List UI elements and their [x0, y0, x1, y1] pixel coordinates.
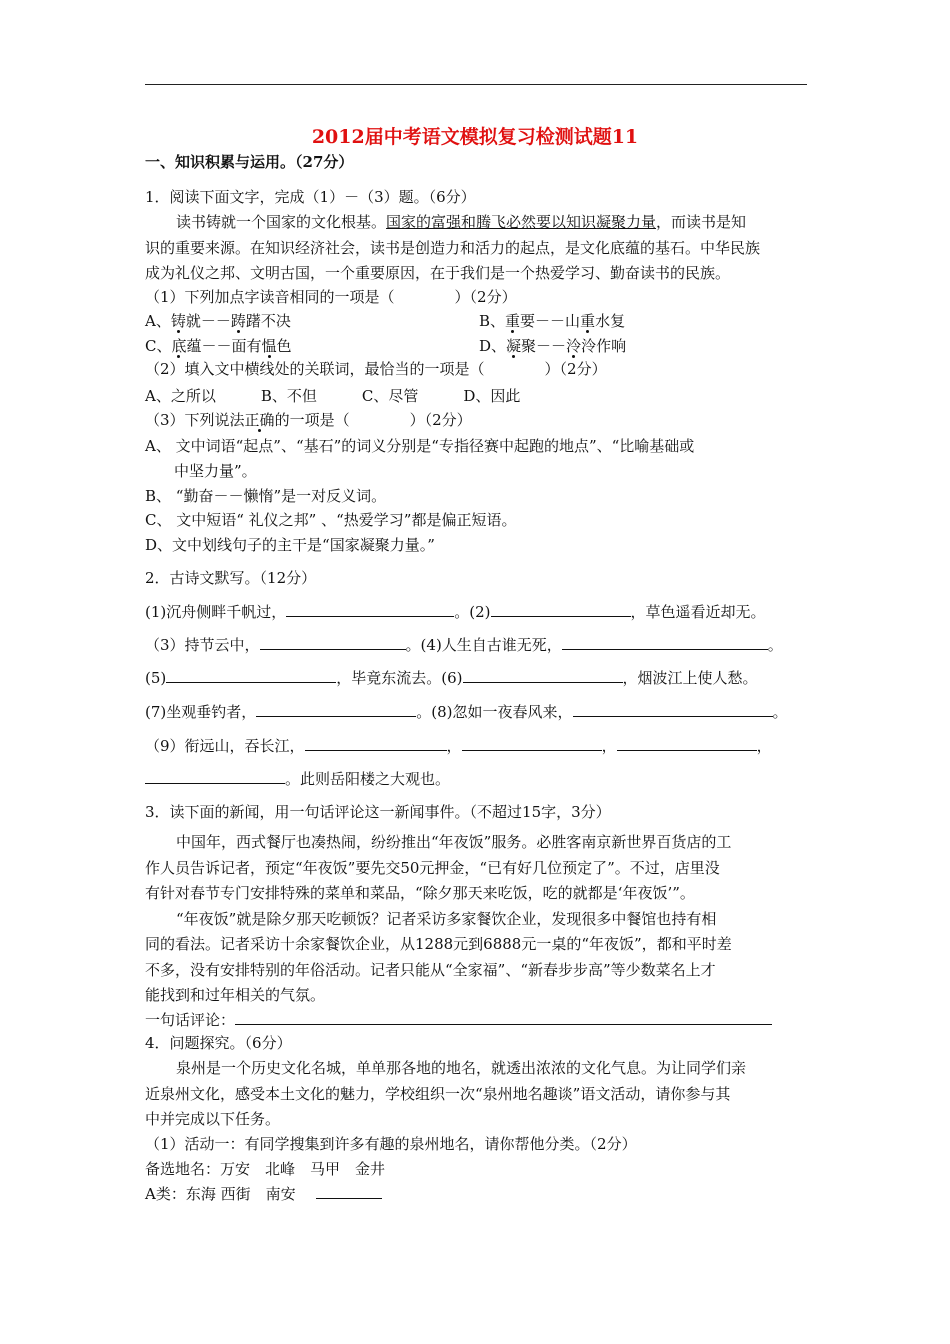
- q1-sub3-text-b: 的一项是（ ）（2分）: [274, 411, 472, 429]
- option-text: 色: [276, 337, 292, 355]
- option-text: 躇不决: [245, 312, 291, 330]
- poem-text: （3）持节云中，: [145, 636, 260, 654]
- option-text: 蕴－－面有: [186, 337, 262, 355]
- q3-news-line4: “年夜饭”就是除夕那天吃顿饭？记者采访多家餐饮企业，发现很多中餐馆也持有相: [176, 910, 717, 928]
- option-letter: D、: [479, 337, 507, 355]
- q1-passage-line3: 成为礼仪之邦、文明古国，一个重要原因，在于我们是一个热爱学习、勤奋读书的民族。: [145, 264, 731, 282]
- poem-text: ，烟波江上使人愁。: [622, 669, 758, 687]
- dotted-char: 愠: [261, 337, 277, 355]
- q1-sub3-text-a: （3）下列说法: [145, 411, 245, 429]
- part1-heading: 一、知识积累与运用。（27分）: [145, 153, 354, 171]
- q4-class-a: [145, 1182, 382, 1206]
- poem-text: （9）衔远山，吞长江，: [145, 737, 305, 755]
- poem-text: 。(4)人生自古谁无死，: [405, 636, 562, 654]
- q1-sub2: （2）填入文中横线处的关联词，最恰当的一项是（ ）（2分）: [145, 360, 607, 378]
- q1-passage-line1: [176, 210, 746, 234]
- poem-text: ，: [756, 737, 772, 755]
- comment-answer-blank[interactable]: [235, 1008, 772, 1025]
- poem-text: ，: [601, 737, 617, 755]
- q1-passage-text-b: ，而读书是知: [656, 213, 747, 231]
- poem-text: 。(2): [454, 603, 491, 621]
- q2-line6: [145, 767, 450, 791]
- option-text: 就－－: [185, 312, 231, 330]
- q3-news-line3: 有针对春节专门安排特殊的菜单和菜品，“除夕那天来吃饭，吃的就都是‘年夜饭’”。: [145, 884, 695, 902]
- option-letter: B、: [479, 312, 506, 330]
- dotted-char: 铸: [170, 312, 186, 330]
- option-text: 聚－－: [521, 337, 567, 355]
- q1-sub1-option-d: [479, 334, 626, 358]
- dotted-char: 重: [580, 312, 596, 330]
- q1-sub2-options: A、之所以 B、不但 C、尽管 D、因此: [145, 387, 521, 405]
- q2-line4: [145, 700, 788, 724]
- poem-text: 。: [767, 636, 783, 654]
- dotted-char: 凝: [506, 337, 522, 355]
- fill-blank[interactable]: [617, 734, 757, 751]
- dotted-char: 踌: [230, 312, 246, 330]
- q4-candidate-names: 备选地名：万安 北峰 马甲 金井: [145, 1160, 386, 1178]
- class-a-blank[interactable]: [316, 1182, 382, 1199]
- dotted-char: 泠: [566, 337, 582, 355]
- q1-sub3-option-a-line1: A、 文中词语“起点”、“基石”的词义分别是“专指径赛中起跑的地点”、“比喻基础或: [145, 437, 695, 455]
- fill-blank[interactable]: [462, 734, 602, 751]
- q1-sub3: [145, 408, 472, 432]
- option-letter: A、: [145, 312, 171, 330]
- q1-sub3-option-d: D、文中划线句子的主干是“国家凝聚力量。”: [145, 536, 435, 554]
- q1-passage-line2: 识的重要来源。在知识经济社会，读书是创造力和活力的起点，是文化底蕴的基石。中华民族: [145, 239, 761, 257]
- fill-blank[interactable]: [286, 600, 454, 617]
- fill-blank[interactable]: [573, 700, 773, 717]
- q2-line5: [145, 734, 772, 758]
- poem-text: ，: [446, 737, 462, 755]
- option-text: 泠作响: [581, 337, 627, 355]
- q1-sub1-option-a: [145, 309, 291, 333]
- poem-text: 。: [772, 703, 788, 721]
- q3-news-line1: 中国年，西式餐厅也凑热闹，纷纷推出“年夜饭”服务。必胜客南京新世界百货店的工: [176, 833, 732, 851]
- q4-class-a-label: A类：东海 西街 南安: [145, 1185, 296, 1203]
- option-text: 水复: [595, 312, 626, 330]
- q3-news-line6: 不多，没有安排特别的年俗活动。记者只能从“全家福”、“新春步步高”等少数菜名上才: [145, 961, 716, 979]
- poem-text: (1)沉舟侧畔千帆过，: [145, 603, 287, 621]
- q4-passage-line3: 中并完成以下任务。: [145, 1110, 281, 1128]
- option-letter: C、: [145, 337, 172, 355]
- fill-blank[interactable]: [491, 600, 631, 617]
- q1-underlined-sentence: 国家的富强和腾飞必然要以知识凝聚力量: [386, 213, 657, 231]
- q4-activity1: （1）活动一：有同学搜集到许多有趣的泉州地名，请你帮他分类。（2分）: [145, 1135, 637, 1153]
- fill-blank[interactable]: [166, 666, 336, 683]
- q1-sub1-option-c: [145, 334, 292, 358]
- q1-sub3-option-c: C、 文中短语“ 礼仪之邦” 、“热爱学习”都是偏正短语。: [145, 511, 517, 529]
- fill-blank[interactable]: [260, 633, 406, 650]
- q1-sub1-option-b: [479, 309, 625, 333]
- exam-title: 2012届中考语文模拟复习检测试题11: [311, 126, 639, 148]
- poem-text: (7)坐观垂钓者，: [145, 703, 257, 721]
- header-rule: [145, 84, 807, 85]
- q1-passage-text-a: 读书铸就一个国家的文化根基。: [176, 213, 387, 231]
- q3-news-line5: 同的看法。记者采访十余家餐饮企业，从1288元到6888元一桌的“年夜饭”，都和平时差: [145, 935, 732, 953]
- q1-sub3-option-b: B、 “勤奋－－懒惰”是一对反义词。: [145, 487, 387, 505]
- fill-blank[interactable]: [562, 633, 768, 650]
- q4-passage-line2: 近泉州文化，感受本土文化的魅力，学校组织一次“泉州地名趣谈”语文活动，请你参与其: [145, 1085, 731, 1103]
- q1-sub1: （1）下列加点字读音相同的一项是（ ）（2分）: [145, 288, 517, 306]
- q2-line3: [145, 666, 758, 690]
- q3-comment-line: [145, 1008, 772, 1032]
- poem-text: 。此则岳阳楼之大观也。: [285, 770, 451, 788]
- q4-stem: 4．问题探究。（6分）: [145, 1034, 292, 1052]
- fill-blank[interactable]: [145, 767, 285, 784]
- q3-news-line7: 能找到和过年相关的气氛。: [145, 986, 326, 1004]
- poem-text: (5): [145, 669, 167, 687]
- q1-sub3-option-a-line2: 中坚力量”。: [174, 462, 257, 480]
- q3-comment-label: 一句话评论：: [145, 1011, 236, 1029]
- dotted-char: 底: [171, 337, 187, 355]
- fill-blank[interactable]: [463, 666, 623, 683]
- poem-text: ，毕竟东流去。(6): [336, 669, 463, 687]
- dotted-word: 正确: [244, 411, 275, 429]
- q2-line1: [145, 600, 766, 624]
- q2-stem: 2．古诗文默写。（12分）: [145, 569, 317, 587]
- q1-stem: 1．阅读下面文字，完成（1）－（3）题。（6分）: [145, 188, 476, 206]
- poem-text: ，草色遥看近却无。: [630, 603, 766, 621]
- fill-blank[interactable]: [256, 700, 416, 717]
- dotted-char: 重: [505, 312, 521, 330]
- fill-blank[interactable]: [305, 734, 447, 751]
- q4-passage-line1: 泉州是一个历史文化名城，单单那各地的地名，就透出浓浓的文化气息。为让同学们亲: [176, 1059, 747, 1077]
- q3-stem: 3．读下面的新闻，用一句话评论这一新闻事件。（不超过15字，3分）: [145, 803, 611, 821]
- option-text: 要－－山: [520, 312, 581, 330]
- poem-text: 。(8)忽如一夜春风来，: [416, 703, 573, 721]
- q2-line2: [145, 633, 783, 657]
- q3-news-line2: 作人员告诉记者，预定“年夜饭”要先交50元押金，“已有好几位预定了”。不过，店里没: [145, 859, 720, 877]
